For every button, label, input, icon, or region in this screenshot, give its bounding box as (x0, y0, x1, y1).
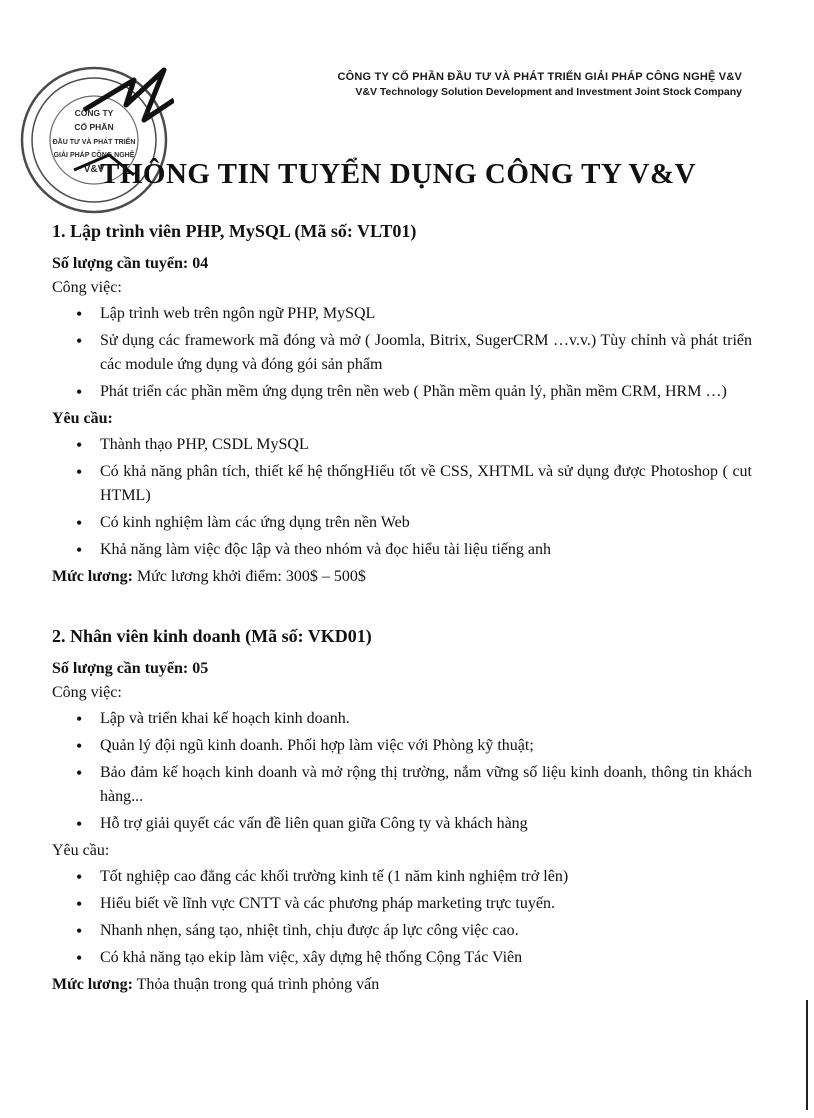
list-item: • Thành thạo PHP, CSDL MySQL (52, 433, 752, 457)
list-item: • Có khả năng tạo ekip làm việc, xây dựng hệ thống Cộng Tác Viên (52, 946, 752, 970)
job-heading: 1. Lập trình viên PHP, MySQL (Mã số: VLT01) (52, 221, 417, 241)
job-section (52, 218, 752, 589)
list-item: • Hiểu biết về lĩnh vực CNTT và các phương pháp marketing trực tuyến. (52, 892, 752, 916)
page-title: THÔNG TIN TUYỂN DỤNG CÔNG TY V&V (100, 158, 697, 190)
list-item: • Phát triển các phần mềm ứng dụng trên nền web ( Phần mềm quản lý, phần mềm CRM, HRM …) (52, 380, 752, 404)
company-name-vn: CÔNG TY CỔ PHẦN ĐẦU TƯ VÀ PHÁT TRIỂN GIẢI PHÁP CÔNG NGHỆ V&V (337, 71, 742, 83)
list-item: • Nhanh nhẹn, sáng tạo, nhiệt tình, chịu được áp lực công việc cao. (52, 919, 752, 943)
requirements-label: Yêu cầu: (52, 842, 110, 859)
svg-text:CÔNG TY: CÔNG TY (74, 108, 114, 118)
scan-edge-mark (806, 1000, 808, 1110)
job-heading: 2. Nhân viên kinh doanh (Mã số: VKD01) (52, 626, 372, 646)
salary-label: Mức lương: (52, 568, 133, 585)
requirements-list (52, 433, 752, 562)
list-item: • Lập trình web trên ngôn ngữ PHP, MySQL (52, 302, 752, 326)
list-item: • Quản lý đội ngũ kinh doanh. Phối hợp làm việc với Phòng kỹ thuật; (52, 734, 752, 758)
salary-value: Thỏa thuận trong quá trình phỏng vấn (136, 976, 380, 993)
svg-text:CỔ PHẦN: CỔ PHẦN (74, 122, 114, 132)
list-item: • Bảo đảm kế hoạch kinh doanh và mở rộng thị trường, nắm vững số liệu kinh doanh, thông tin khách hàng... (52, 761, 752, 809)
work-list (52, 707, 752, 836)
job-section (52, 623, 752, 997)
job-quantity: Số lượng cần tuyển: 04 (52, 255, 209, 272)
list-item: • Tốt nghiệp cao đẳng các khối trường kinh tế (1 năm kinh nghiệm trở lên) (52, 865, 752, 889)
salary-value: Mức lương khởi điểm: 300$ – 500$ (136, 568, 366, 585)
list-item: • Khả năng làm việc độc lập và theo nhóm và đọc hiểu tài liệu tiếng anh (52, 538, 752, 562)
work-list (52, 302, 752, 404)
list-item: • Có khả năng phân tích, thiết kế hệ thốngHiểu tốt về CSS, XHTML và sử dụng được Photoshop ( cut HTML) (52, 460, 752, 508)
list-item: • Có kinh nghiệm làm các ứng dụng trên nền Web (52, 511, 752, 535)
job-quantity: Số lượng cần tuyển: 05 (52, 660, 209, 677)
svg-text:ĐẦU TƯ VÀ PHÁT TRIỂN: ĐẦU TƯ VÀ PHÁT TRIỂN (52, 139, 136, 146)
work-label: Công việc: (52, 684, 122, 701)
svg-text:V&V: V&V (83, 164, 105, 175)
list-item: • Sử dụng các framework mã đóng và mở ( Joomla, Bitrix, SugerCRM …v.v.) Tùy chỉnh và phát triển các module ứng dụng và đóng gói sản phẩm (52, 329, 752, 377)
salary-line (52, 565, 752, 589)
document-body (52, 218, 752, 997)
salary-line (52, 973, 752, 997)
company-seal (14, 60, 174, 220)
section-divider (52, 589, 752, 623)
requirements-list (52, 865, 752, 970)
company-header (337, 70, 742, 99)
list-item: • Lập và triển khai kế hoạch kinh doanh. (52, 707, 752, 731)
work-label: Công việc: (52, 279, 122, 296)
svg-text:GIẢI PHÁP CÔNG NGHỆ: GIẢI PHÁP CÔNG NGHỆ (53, 152, 135, 159)
list-item: • Hỗ trợ giải quyết các vấn đề liên quan giữa Công ty và khách hàng (52, 812, 752, 836)
company-name-en: V&V Technology Solution Development and Investment Joint Stock Company (355, 86, 742, 98)
requirements-label: Yêu cầu: (52, 410, 113, 427)
salary-label: Mức lương: (52, 976, 133, 993)
